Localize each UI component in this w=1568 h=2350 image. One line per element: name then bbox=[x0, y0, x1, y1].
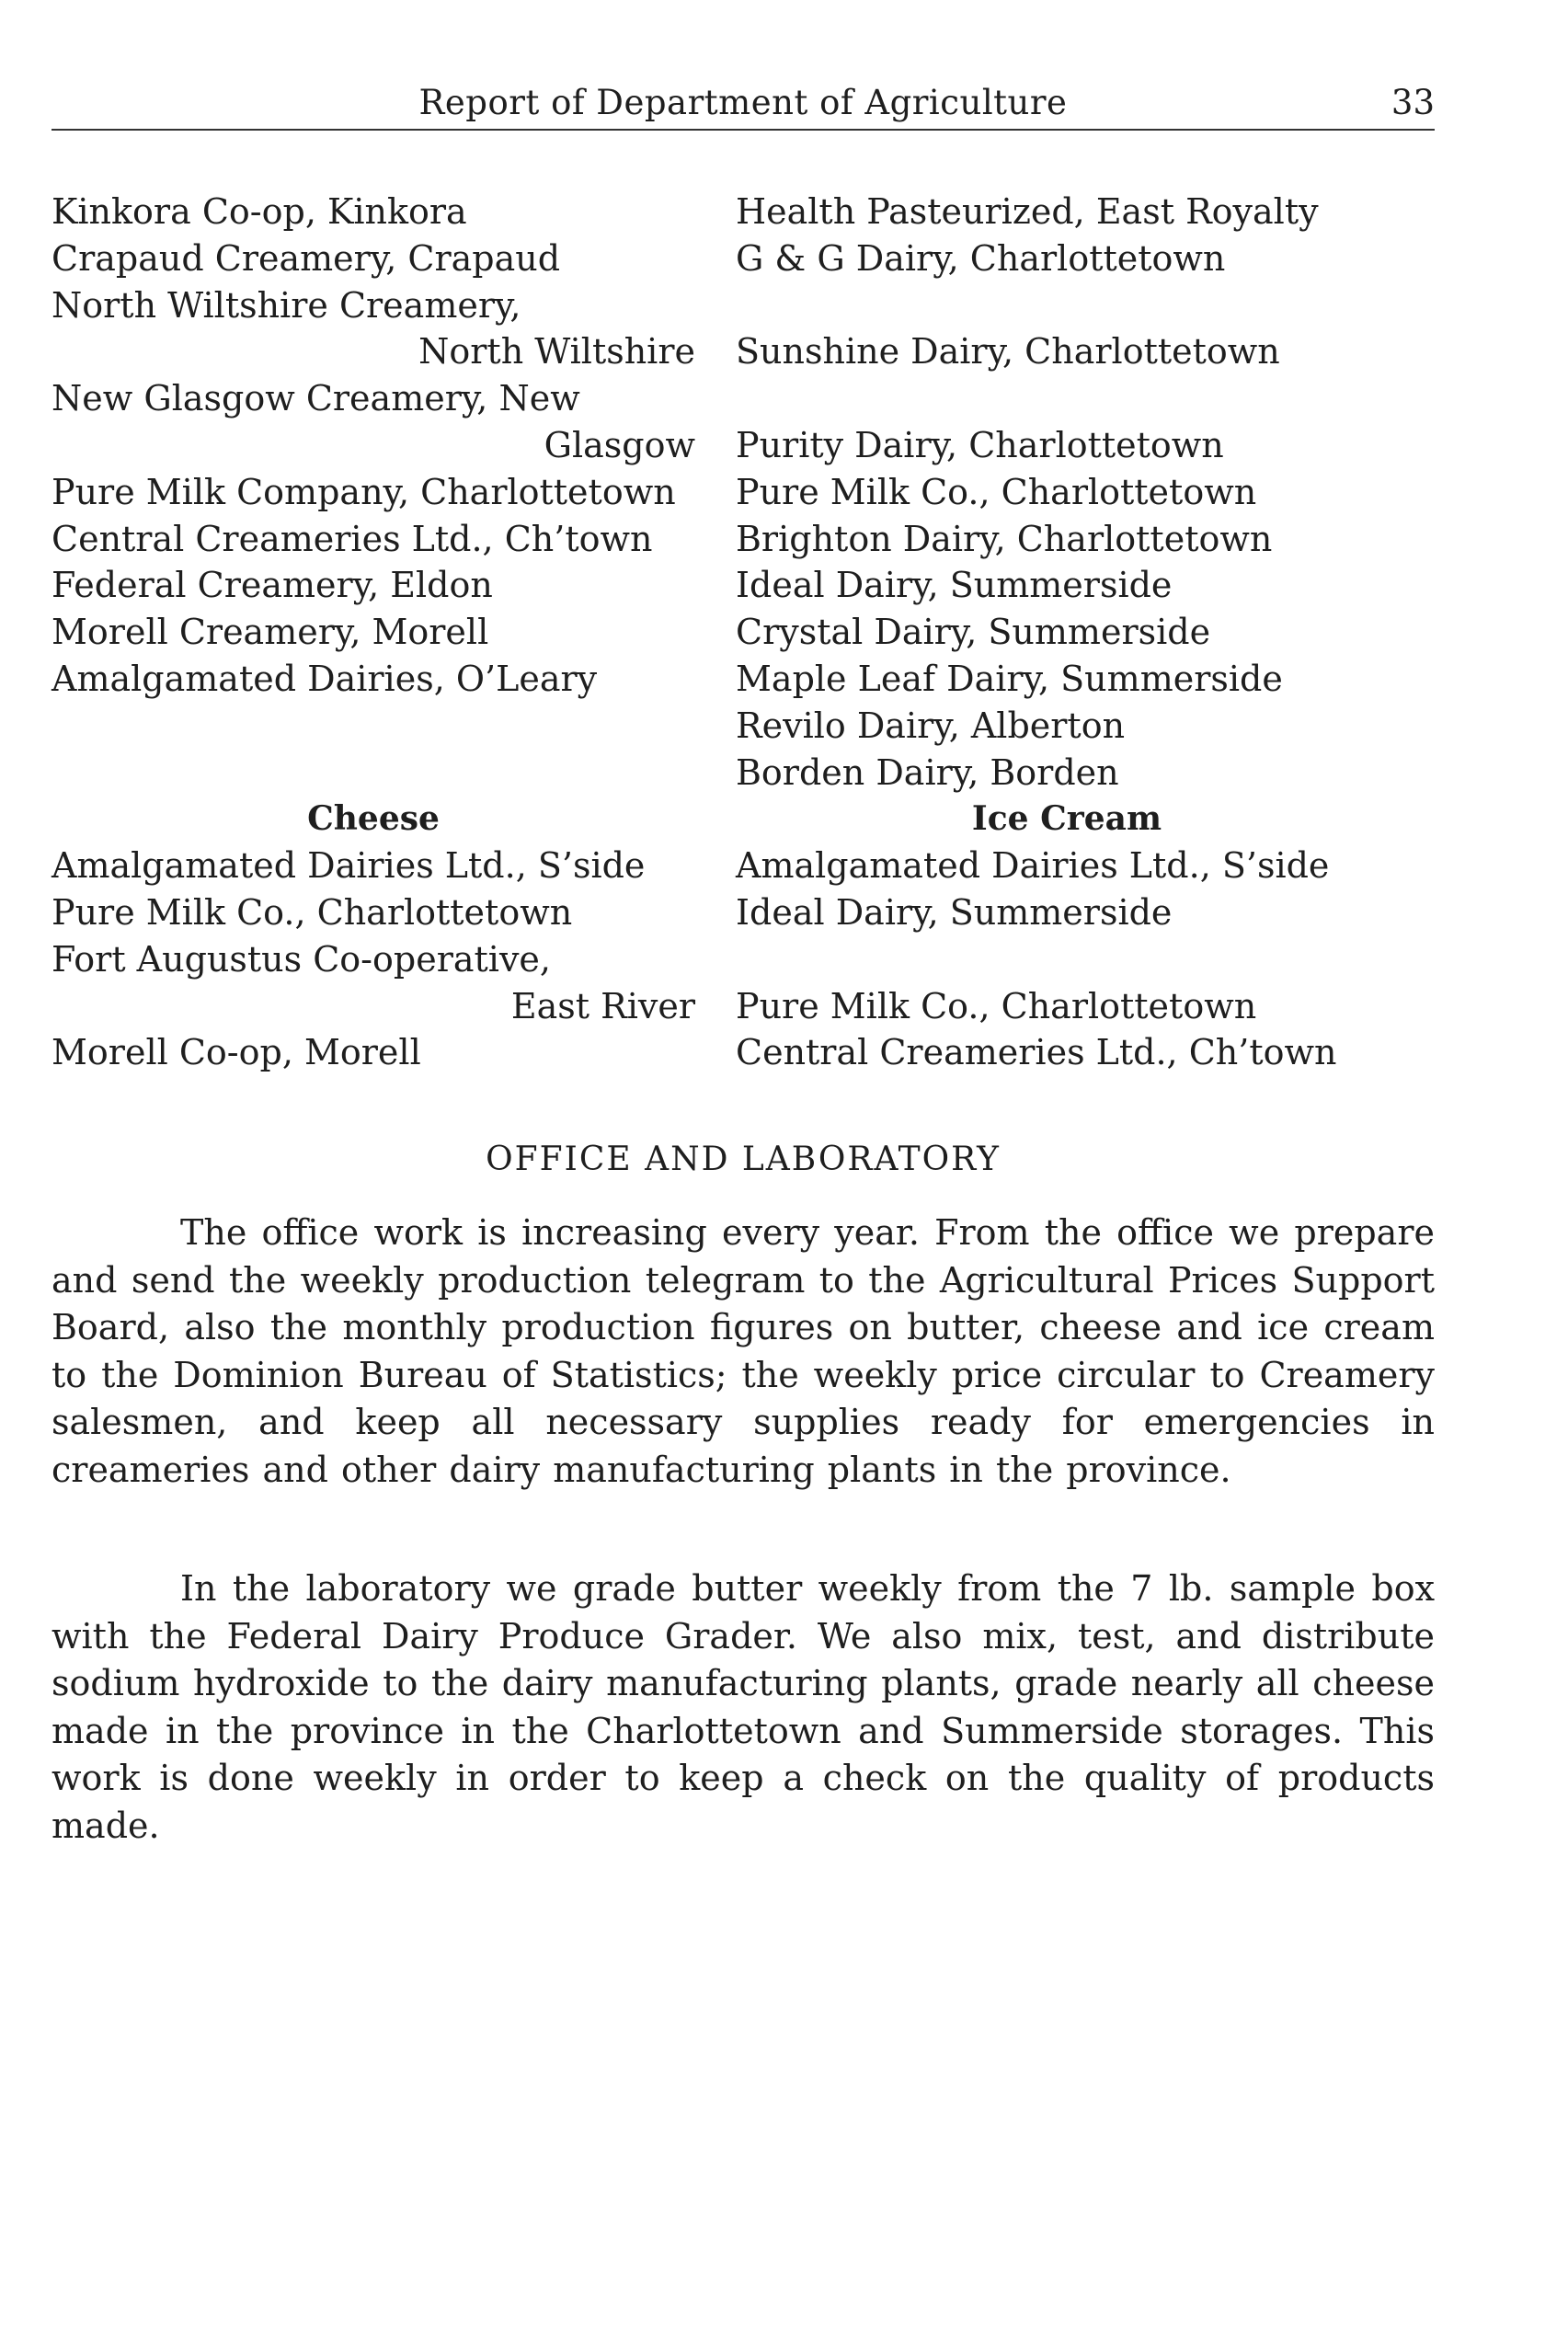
list-item: New Glasgow Creamery, New bbox=[52, 378, 580, 419]
list-item: North Wiltshire Creamery, bbox=[52, 284, 521, 326]
list-item-continuation: North Wiltshire bbox=[418, 331, 695, 373]
list-item: Amalgamated Dairies Ltd., S’side bbox=[52, 845, 646, 887]
spacer bbox=[52, 703, 695, 797]
cheese-heading: Cheese bbox=[307, 799, 440, 839]
list-item: Fort Augustus Co-operative, bbox=[52, 938, 551, 980]
list-item: Morell Creamery, Morell bbox=[52, 612, 489, 653]
running-title: Report of Department of Agriculture bbox=[418, 83, 1068, 122]
list-item: Morell Co-op, Morell bbox=[52, 1032, 421, 1073]
list-item-continuation: Glasgow bbox=[544, 424, 695, 465]
paragraph: In the laboratory we grade butter weekly from the 7 lb. sample box with the Federal Dairy Produce Grader. We also mix, test, and distribute sodium hydroxide to the dairy manufacturing plants, grade nearly all cheese made in the province in the Charlottetown and Summerside storages. This work is done weekly in order to keep a check on the quality of products made. bbox=[52, 1568, 1435, 1846]
list-item: Ideal Dairy, Summerside bbox=[736, 891, 1173, 933]
section-heading: OFFICE AND LABORATORY bbox=[486, 1141, 1001, 1178]
list-item: Pure Milk Co., Charlottetown bbox=[736, 471, 1257, 512]
list-item: Pure Milk Co., Charlottetown bbox=[52, 891, 573, 933]
list-item: Federal Creamery, Eldon bbox=[52, 565, 493, 606]
list-item: Ideal Dairy, Summerside bbox=[736, 565, 1173, 606]
page-header bbox=[52, 74, 1435, 131]
list-item-blank bbox=[736, 936, 1398, 983]
list-item: Borden Dairy, Borden bbox=[736, 751, 1119, 793]
list-item-blank bbox=[736, 282, 1398, 329]
ice-cream-heading: Ice Cream bbox=[971, 799, 1162, 839]
list-item: Kinkora Co-op, Kinkora bbox=[52, 191, 467, 232]
list-item: Central Creameries Ltd., Ch’town bbox=[52, 518, 653, 559]
list-item: Crystal Dairy, Summerside bbox=[736, 612, 1211, 653]
list-item: Crapaud Creamery, Crapaud bbox=[52, 237, 561, 279]
page-number: 33 bbox=[1391, 83, 1435, 122]
list-item: Pure Milk Co., Charlottetown bbox=[736, 985, 1257, 1026]
list-item: Maple Leaf Dairy, Summerside bbox=[736, 658, 1283, 699]
list-item: Sunshine Dairy, Charlottetown bbox=[736, 331, 1280, 373]
list-item: Health Pasteurized, East Royalty bbox=[736, 191, 1319, 232]
list-item: G & G Dairy, Charlottetown bbox=[736, 237, 1226, 279]
list-item: Amalgamated Dairies Ltd., S’side bbox=[736, 845, 1330, 887]
list-item-continuation: East River bbox=[510, 985, 695, 1026]
list-item: Brighton Dairy, Charlottetown bbox=[736, 518, 1273, 559]
list-item: Pure Milk Company, Charlottetown bbox=[52, 471, 676, 512]
list-item: Purity Dairy, Charlottetown bbox=[736, 424, 1224, 465]
paragraph: The office work is increasing every year. From the office we prepare and send the weekly production telegram to the Agricultural Prices Support Board, also the monthly production figures on butter, cheese and ice cream to the Dominion Bureau of Statistics; the weekly price circular to Creamery salesmen, and keep all necessary supplies ready for emergencies in creameries and other dairy manufacturing plants in the province. bbox=[52, 1212, 1435, 1490]
list-item: Revilo Dairy, Alberton bbox=[736, 705, 1126, 746]
left-column bbox=[52, 189, 695, 1076]
list-item: Central Creameries Ltd., Ch’town bbox=[736, 1032, 1337, 1073]
list-item: Amalgamated Dairies, O’Leary bbox=[52, 658, 598, 699]
list-item-blank bbox=[736, 375, 1398, 422]
right-column bbox=[736, 189, 1398, 1076]
